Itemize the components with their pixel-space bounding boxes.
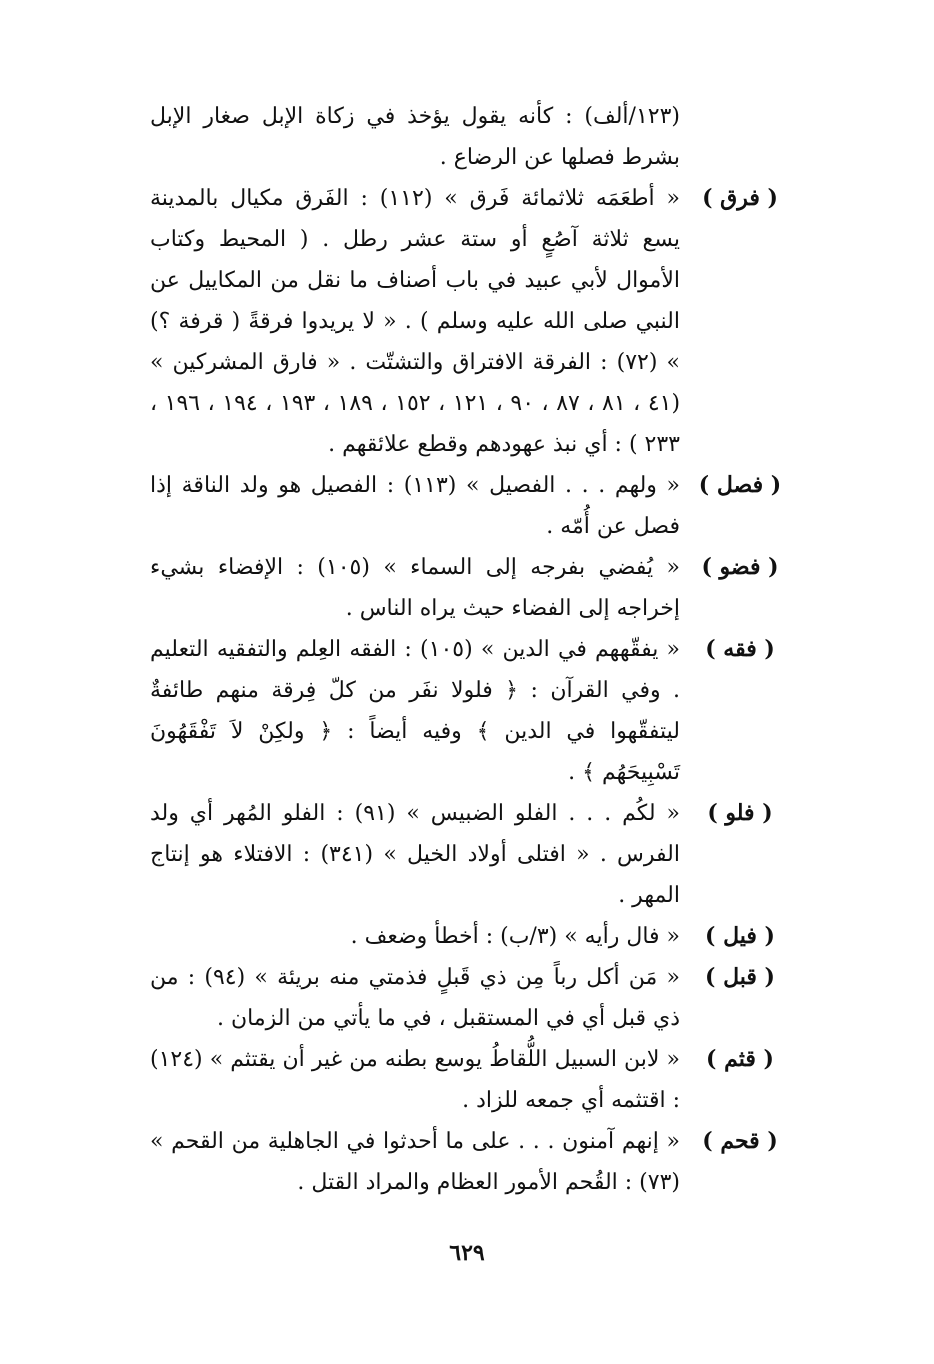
entry-headword: ( قحم ) <box>702 1128 778 1154</box>
entry-text: « يفقّههم في الدين » (١٠٥) : الفقه العِلم والتفقيه التعليم . وفي القرآن : ﴿ فلولا نفَر من كلّ فِرقة منهم طائفةٌ ليتفقّهوا في الدين ﴾ وفيه أيضاً : ﴿ ولكِنْ لاَ تَفْقَهُونَ تَسْبِيحَهُم ﴾ . <box>150 637 680 785</box>
entry-text: « فال رأيه » (٣/ب) : أخطأ وضعف . <box>350 924 680 949</box>
entry-text: (١٢٣/ألف) : كأنه يقول يؤخذ في زكاة الإبل صغار الإبل بشرط فصلها عن الرضاع . <box>150 104 680 170</box>
entry-headword: ( فقه ) <box>705 636 775 662</box>
entry-qhm <box>150 1121 800 1203</box>
entry-qthm <box>150 1039 800 1121</box>
entry-text: « يُفضي بفرجه إلى السماء » (١٠٥) : الإفضاء بشيء إخراجه إلى الفضاء حيث يراه الناس . <box>150 555 680 621</box>
entry-text: « لابن السبيل اللُّقاطُ يوسع بطنه من غير أن يقتثم » (١٢٤) : اقتثمه أي جمعه للزاد . <box>150 1047 680 1113</box>
entry-flw <box>150 793 800 916</box>
entry-headword: ( فلو ) <box>707 800 773 826</box>
entry-headword: ( قثم ) <box>706 1046 774 1072</box>
entry-headword: ( فصل ) <box>698 472 782 498</box>
entry-continuation <box>150 96 800 178</box>
page-number: ٦٢٩ <box>449 1240 485 1266</box>
entry-text: « لكُم . . . الفلو الضبيس » (٩١) : الفلو المُهر أي ولد الفرس . « افتلى أولاد الخيل » (٣٤١) : الافتلاء هو إنتاج المهر . <box>150 801 681 908</box>
dictionary-entries <box>150 96 800 1203</box>
entry-headword: ( فرق ) <box>702 185 778 211</box>
entry-text: « مَن أكل رباً مِن ذي قَبلٍ فذمتي منه بريئة » (٩٤) : من ذي قبل أي في المستقبل ، في ما يأتي من الزمان . <box>150 965 680 1031</box>
entry-text: « ولهم . . . الفصيل » (١١٣) : الفصيل هو ولد الناقة إذا فصل عن أُمّه . <box>150 473 681 539</box>
entry-fyl <box>150 916 800 957</box>
entry-headword: ( فضو ) <box>701 554 779 580</box>
entry-text: « أطعَمَه ثلاثمائة فَرق » (١١٢) : الفَرق مكيال بالمدينة يسع ثلاثة آصُعٍ أو ستة عشر رطل . ( المحيط وكتاب الأموال لأبي عبيد في باب أصناف ما نقل من المكاييل عن النبي صلى الله عليه وسلم ) . « لا يريدوا فرقةً ( قرفة ؟) » (٧٢) : الفرقة الافتراق والتشتّت . « فارق المشركين » (٤١ ، ٨١ ، ٨٧ ، ٩٠ ، ١٢١ ، ١٥٢ ، ١٨٩ ، ١٩٣ ، ١٩٤ ، ١٩٦ ، ٢٣٣ ) : أي نبذ عهودهم وقطع علائقهم . <box>150 186 681 457</box>
entry-qbl <box>150 957 800 1039</box>
entry-headword: ( قبل ) <box>705 964 775 990</box>
entry-fsl <box>150 465 800 547</box>
entry-frq <box>150 178 800 465</box>
entry-headword: ( فيل ) <box>705 923 775 949</box>
entry-fqh <box>150 629 800 793</box>
entry-fdw <box>150 547 800 629</box>
entry-text: « إنهم آمنون . . . على ما أحدثوا في الجاهلية من القحم » (٧٣) : القُحم الأمور العظام والمراد القتل . <box>150 1129 680 1195</box>
